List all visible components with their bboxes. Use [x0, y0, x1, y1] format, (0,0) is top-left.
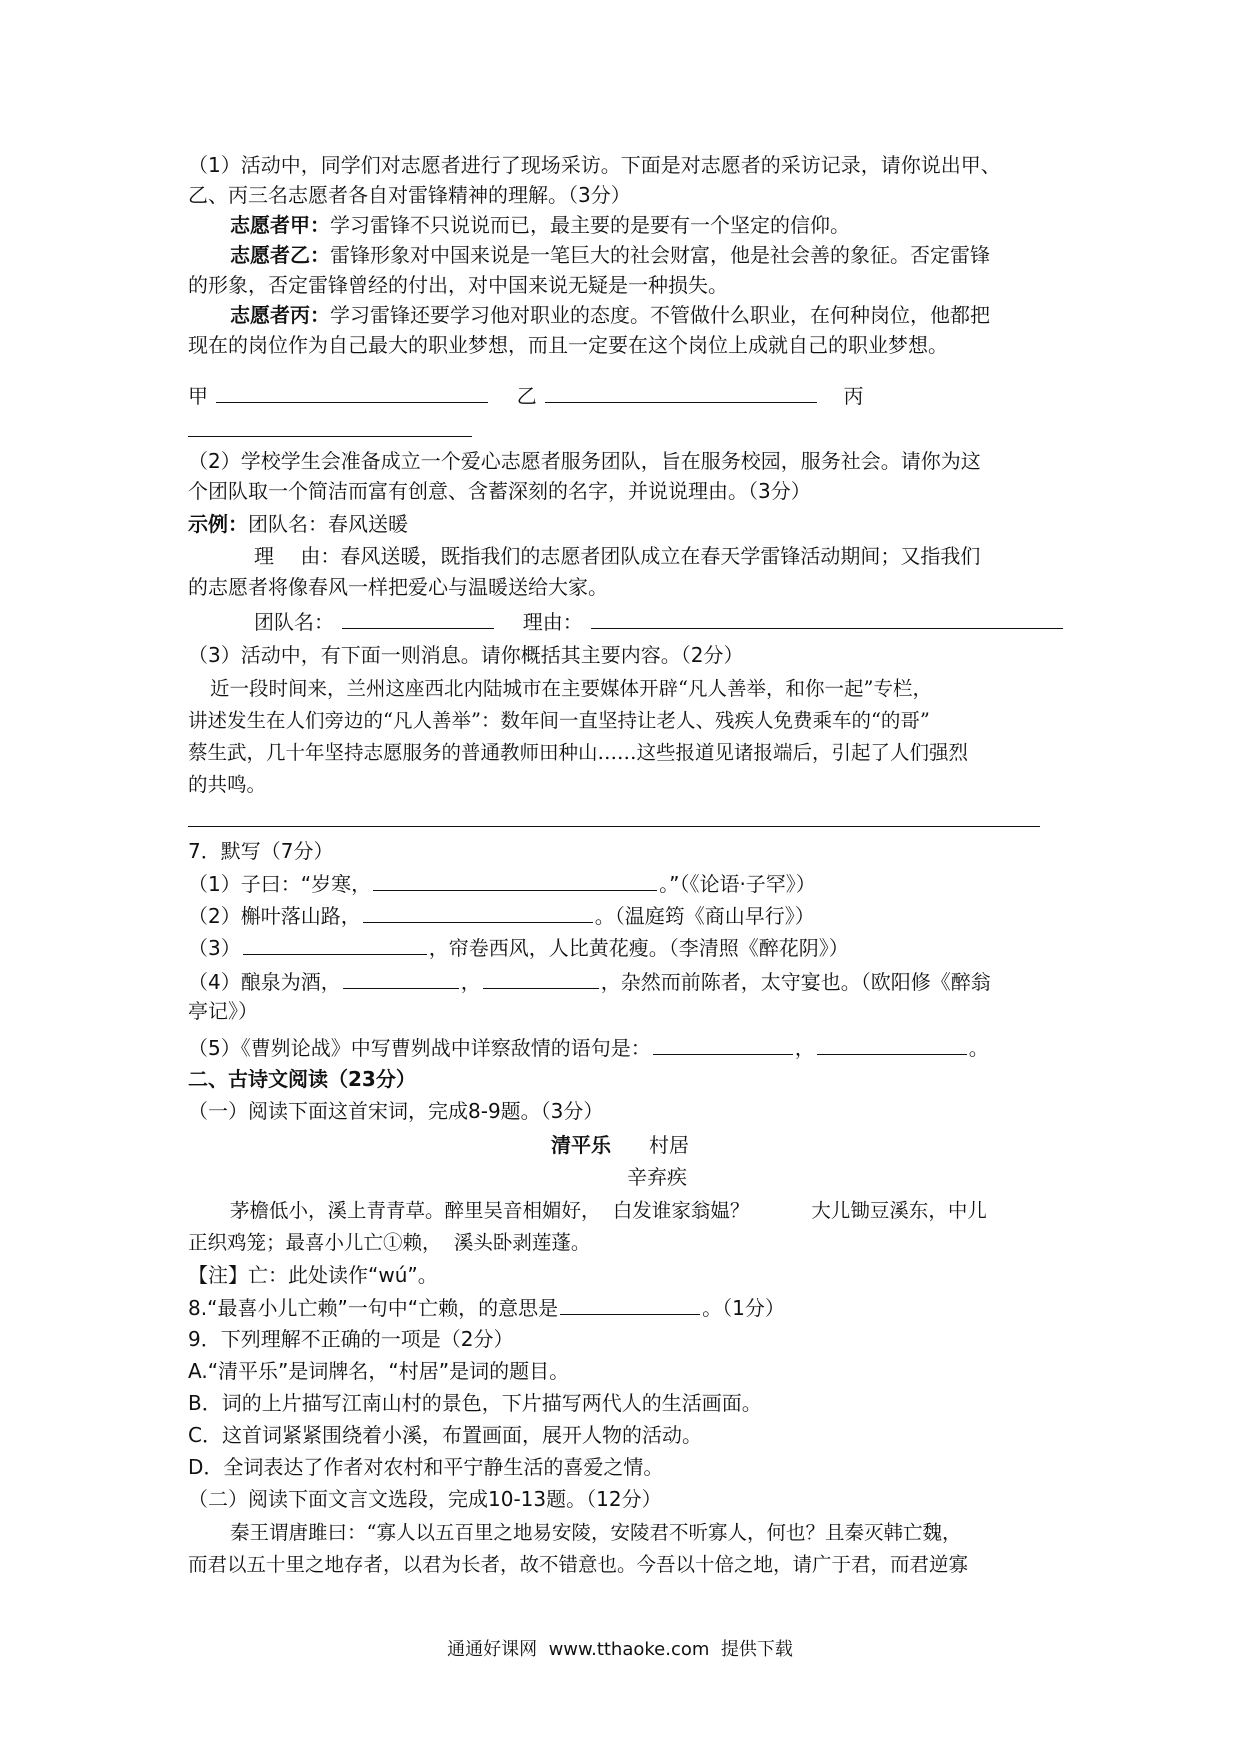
q7-item4-pre: （4）酿泉为酒， [188, 970, 341, 994]
q6-3-prompt: （3）活动中，有下面一则消息。请你概括其主要内容。（2分） [188, 643, 744, 667]
q7-item5-post: 。 [968, 1036, 989, 1060]
volunteer-c-text2: 现在的岗位作为自己最大的职业梦想，而且一定要在这个岗位上成就自己的职业梦想。 [188, 333, 948, 357]
page-footer: 通通好课网 www.tthaoke.com 提供下载 [447, 1639, 793, 1660]
q7-item1-pre: （1）子曰：“岁寒， [188, 872, 372, 896]
news-line3: 蔡生武，几十年坚持志愿服务的普通教师田种山……这些报道见诸报端后，引起了人们强烈 [188, 741, 969, 764]
q6-1-prompt-line1: （1）活动中，同学们对志愿者进行了现场采访。下面是对志愿者的采访记录，请你说出甲、 [188, 153, 1001, 177]
example-row [188, 509, 408, 539]
team-reason-blank[interactable] [591, 606, 1063, 629]
classical-line2: 而君以五十里之地存者，以君为长者，故不错意也。今吾以十倍之地，请广于君，而君逆寡 [188, 1553, 969, 1576]
q7-item4-post: ，杂然而前陈者，太守宴也。（欧阳修《醉翁 [600, 970, 991, 994]
q8 [188, 1292, 785, 1323]
classical-line1: 秦王谓唐雎曰：“寡人以五百里之地易安陵，安陵君不听寡人，何也？且秦灭韩亡魏， [230, 1521, 962, 1544]
volunteer-c-label: 志愿者丙： [230, 303, 330, 327]
answer-yi-blank[interactable] [545, 380, 817, 403]
q9-option-c: C．这首词紧紧围绕着小溪，布置画面，展开人物的活动。 [188, 1423, 702, 1447]
q6-1-prompt-line2: 乙、丙三名志愿者各自对雷锋精神的理解。（3分） [188, 183, 631, 207]
volunteer-a-text: 学习雷锋不只说说而已，最主要的是要有一个坚定的信仰。 [330, 213, 850, 237]
example-label: 示例： [188, 512, 248, 536]
q7-item3-blank[interactable] [243, 932, 427, 955]
q9-option-b: B．词的上片描写江南山村的景色，下片描写两代人的生活画面。 [188, 1391, 762, 1415]
volunteer-a [230, 210, 850, 240]
q7-item1-post: 。”（《论语·子罕》） [659, 872, 816, 896]
example-reason-text1: 春风送暖，既指我们的志愿者团队成立在春天学雷锋活动期间；又指我们 [340, 544, 981, 568]
q7-item1-blank[interactable] [373, 868, 657, 891]
q7-item2-post: 。（温庭筠《商山早行》） [594, 904, 815, 928]
team-name-label: 团队名： [254, 610, 334, 634]
q7-item4-blank1[interactable] [343, 966, 459, 989]
q7-item2 [188, 900, 815, 931]
poem-title-row [0, 1130, 1240, 1160]
example-reason-label: 理 由： [254, 544, 341, 568]
volunteer-b-label: 志愿者乙： [230, 243, 330, 267]
q7-item5-mid: ， [794, 1036, 815, 1060]
q7-item5-blank1[interactable] [653, 1032, 793, 1055]
volunteer-c-line1 [230, 300, 990, 330]
volunteer-b-text2: 的形象，否定雷锋曾经的付出，对中国来说无疑是一种损失。 [188, 273, 728, 297]
q7-item5-pre: （5）《曹刿论战》中写曹刿战中详察敌情的语句是： [188, 1036, 651, 1060]
poem-title: 清平乐 [551, 1133, 611, 1157]
part2-intro: （二）阅读下面文言文选段，完成10-13题。（12分） [188, 1487, 662, 1511]
poem-subtitle: 村居 [649, 1133, 689, 1157]
q8-blank[interactable] [560, 1292, 700, 1315]
volunteer-b-line1 [230, 240, 990, 270]
q9-option-d: D．全词表达了作者对农村和平宁静生活的喜爱之情。 [188, 1455, 664, 1479]
q8-post: 。（1分） [702, 1296, 785, 1320]
q8-pre: 8.“最喜小儿亡赖”一句中“亡赖，的意思是 [188, 1296, 559, 1320]
q6-2-prompt-line2: 个团队取一个简洁而富有创意、含蓄深刻的名字，并说说理由。（3分） [188, 479, 811, 503]
q7-item3-pre: （3） [188, 936, 241, 960]
q7-item2-pre: （2）槲叶落山路， [188, 904, 361, 928]
volunteer-a-label: 志愿者甲： [230, 213, 330, 237]
volunteer-c-text1: 学习雷锋还要学习他对职业的态度。不管做什么职业，在何种岗位，他都把 [330, 303, 990, 327]
example-reason-line1 [254, 541, 980, 571]
answer-jia-label: 甲 [188, 384, 208, 408]
answer-jia-blank[interactable] [216, 380, 488, 403]
poem-line2: 正织鸡笼；最喜小儿亡①赖， 溪头卧剥莲蓬。 [188, 1231, 591, 1254]
q7-item5-blank2[interactable] [817, 1032, 967, 1055]
q7-item4-mid: ， [460, 970, 481, 994]
q7-title: 7．默写（7分） [188, 839, 334, 863]
q6-2-prompt-line1: （2）学校学生会准备成立一个爱心志愿者服务团队，旨在服务校园，服务社会。请你为这 [188, 449, 981, 473]
poem-line1: 茅檐低小，溪上青青草。醉里吴音相媚好， 白发谁家翁媪？ 大儿锄豆溪东，中儿 [230, 1199, 987, 1222]
summary-answer-line[interactable] [188, 826, 1040, 827]
team-fields-row [254, 606, 1065, 637]
q7-item3-post: ，帘卷西风，人比黄花瘦。（李清照《醉花阴》） [428, 936, 849, 960]
volunteer-b-text1: 雷锋形象对中国来说是一笔巨大的社会财富，他是社会善的象征。否定雷锋 [330, 243, 990, 267]
poem-author: 辛弃疾 [627, 1165, 687, 1189]
example-name: 团队名：春风送暖 [248, 512, 408, 536]
answer-bing-blank[interactable] [188, 436, 472, 437]
answer-yi-label: 乙 [516, 384, 537, 408]
q7-item4-line2: 亭记》） [188, 999, 258, 1023]
team-name-blank[interactable] [342, 606, 494, 629]
q7-item4 [188, 966, 991, 997]
section2-title: 二、古诗文阅读（23分） [188, 1067, 416, 1091]
q7-item4-blank2[interactable] [483, 966, 599, 989]
answer-bing-label: 丙 [843, 384, 864, 408]
q9-title: 9．下列理解不正确的一项是（2分） [188, 1327, 514, 1351]
q7-item5 [188, 1032, 989, 1063]
team-reason-label: 理由： [522, 610, 583, 634]
q9-option-a: A.“清平乐”是词牌名，“村居”是词的题目。 [188, 1359, 570, 1383]
poem-note: 【注】亡：此处读作“wú”。 [188, 1263, 438, 1287]
q7-item1 [188, 868, 816, 899]
example-reason-text2: 的志愿者将像春风一样把爱心与温暖送给大家。 [188, 575, 608, 599]
news-line4: 的共鸣。 [188, 773, 267, 796]
news-line1: 近一段时间来，兰州这座西北内陆城市在主要媒体开辟“凡人善举，和你一起”专栏， [210, 677, 932, 700]
part1-intro: （一）阅读下面这首宋词，完成8-9题。（3分） [188, 1099, 604, 1123]
q7-item3 [188, 932, 849, 963]
news-line2: 讲述发生在人们旁边的“凡人善举”：数年间一直坚持让老人、残疾人免费乘车的“的哥” [188, 709, 930, 732]
answer-row [188, 380, 863, 411]
q7-item2-blank[interactable] [363, 900, 593, 923]
